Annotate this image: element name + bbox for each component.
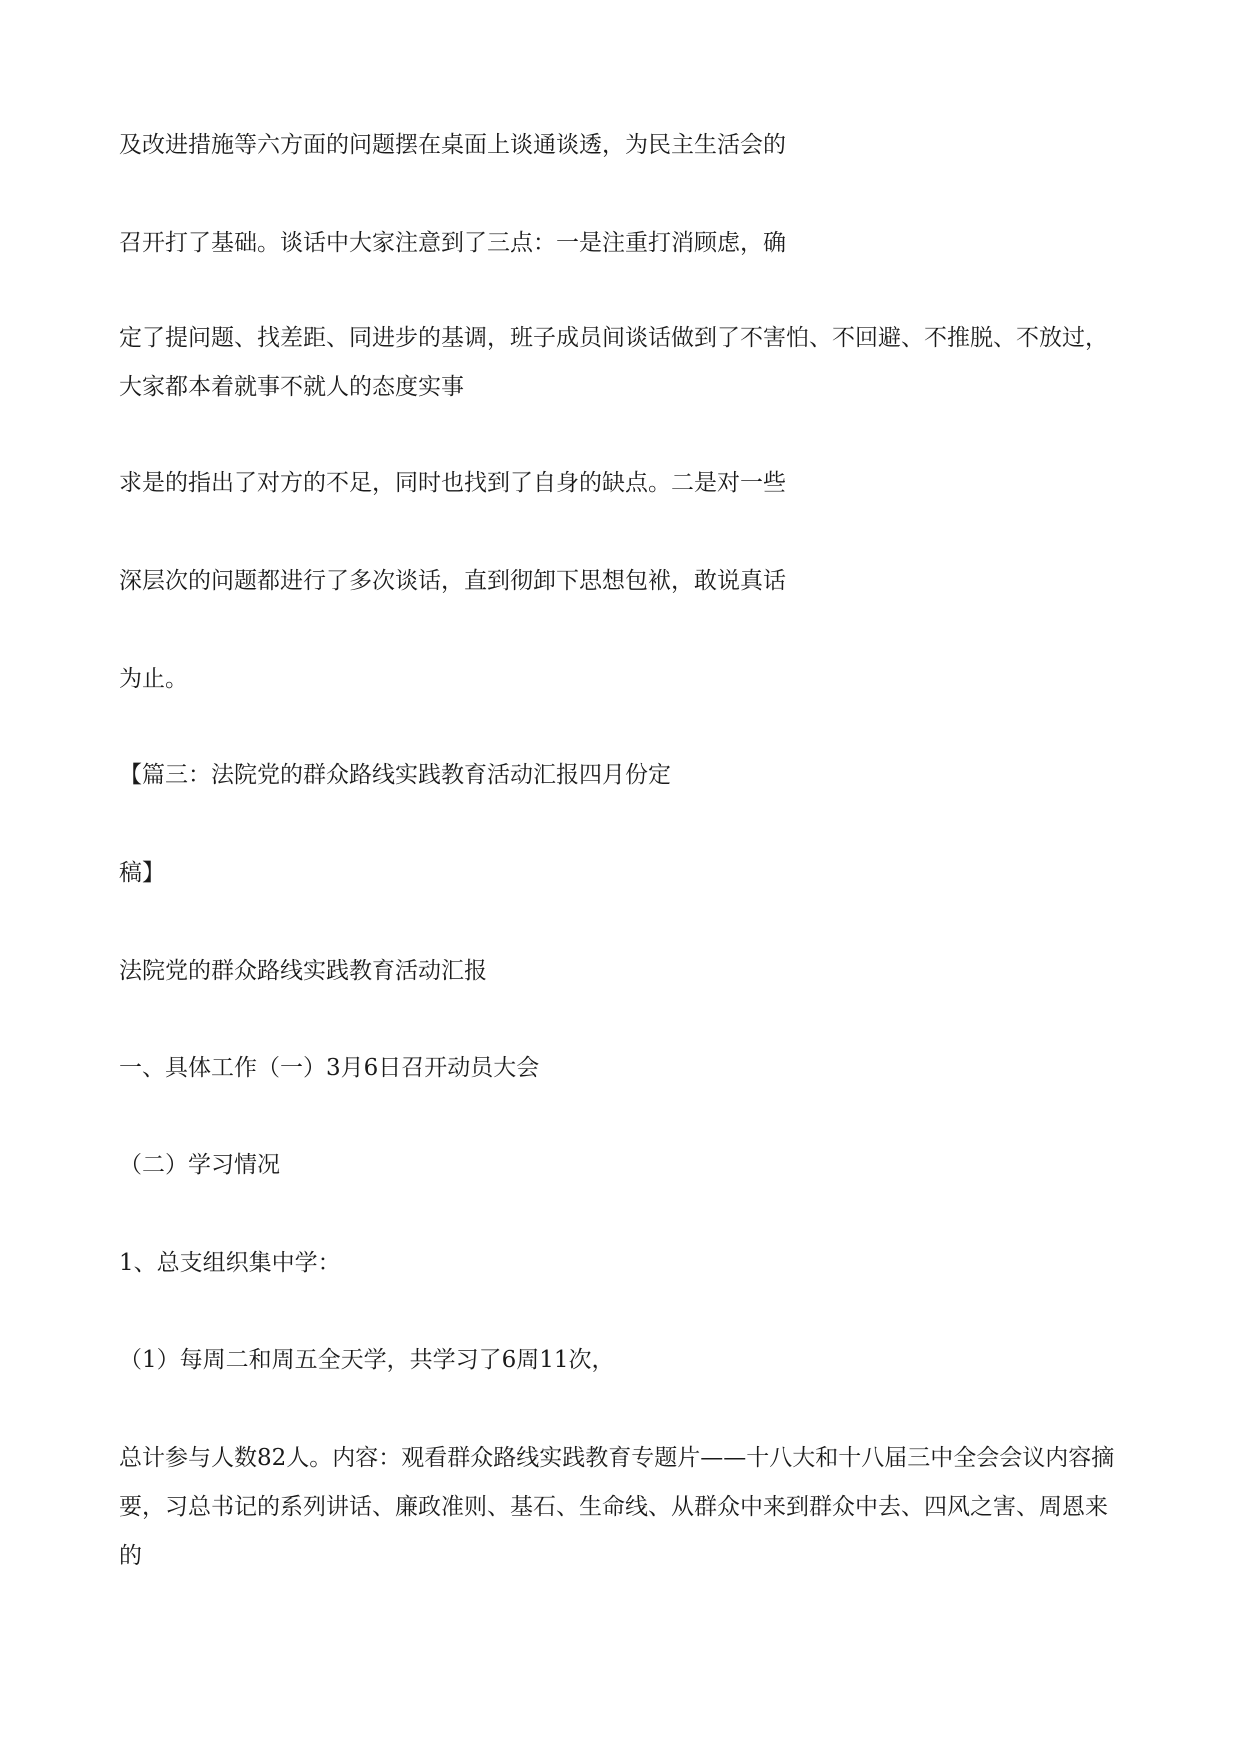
paragraph-3: 定了提问题、找差距、同进步的基调，班子成员间谈话做到了不害怕、不回避、不推脱、不放过，大家都本着就事不就人的态度实事	[119, 325, 1108, 400]
section-heading-part1: 【篇三：法院党的群众路线实践教育活动汇报四月份定	[119, 762, 671, 788]
paragraph-work-1: 一、具体工作（一）3月6日召开动员大会	[119, 1055, 540, 1081]
paragraph-study-1: 1、总支组织集中学：	[119, 1250, 341, 1276]
paragraph-1: 及改进措施等六方面的问题摆在桌面上谈通谈透，为民主生活会的	[119, 132, 786, 158]
paragraph-5: 深层次的问题都进行了多次谈话，直到彻卸下思想包袱，敢说真话	[119, 568, 786, 594]
paragraph-study-1-1: （1）每周二和周五全天学，共学习了6周11次，	[119, 1347, 615, 1373]
paragraph-summary: 总计参与人数82人。内容：观看群众路线实践教育专题片——十八大和十八届三中全会会议内容摘要，习总书记的系列讲话、廉政准则、基石、生命线、从群众中来到群众中去、四风之害、周恩来的	[119, 1445, 1115, 1569]
paragraph-4: 求是的指出了对方的不足，同时也找到了自身的缺点。二是对一些	[119, 470, 786, 496]
paragraph-study: （二）学习情况	[119, 1152, 280, 1178]
report-title: 法院党的群众路线实践教育活动汇报	[119, 958, 487, 984]
paragraph-6: 为止。	[119, 666, 188, 692]
section-heading-part2: 稿】	[119, 860, 165, 886]
paragraph-2: 召开打了基础。谈话中大家注意到了三点：一是注重打消顾虑，确	[119, 230, 786, 256]
